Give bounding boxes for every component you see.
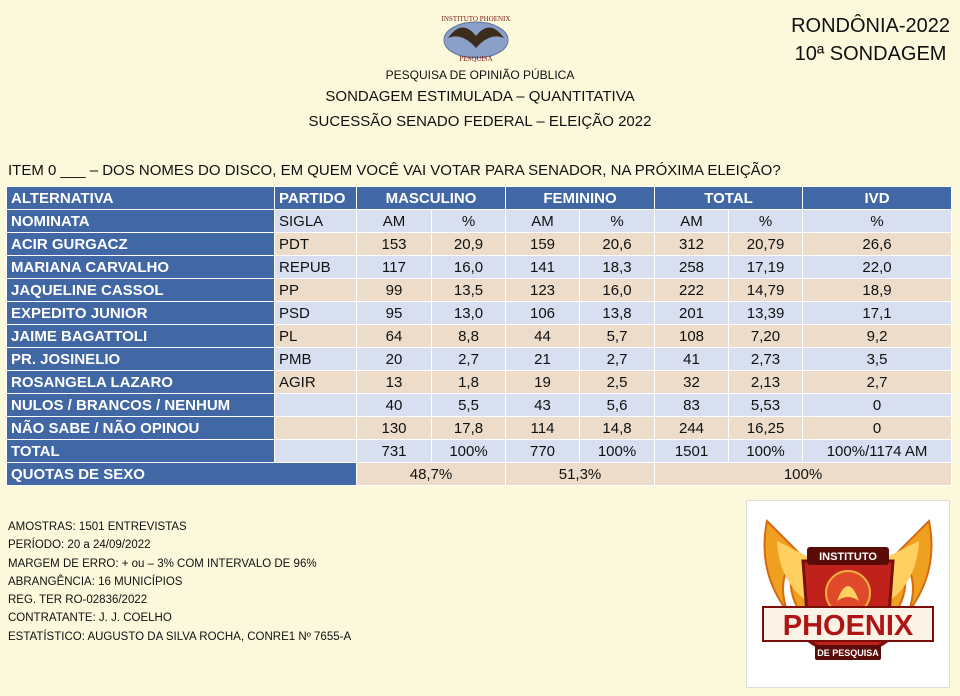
row-party: PDT [275,233,357,256]
row-ivd: 0 [803,417,952,440]
header-line-0: PESQUISA DE OPINIÃO PÚBLICA [385,68,575,82]
svg-text:PHOENIX: PHOENIX [782,610,914,642]
total-m-pct: 100% [432,440,506,463]
row-m-am: 40 [357,394,432,417]
row-ivd: 26,6 [803,233,952,256]
svg-text:DE PESQUISA: DE PESQUISA [817,648,879,658]
row-ivd: 18,9 [803,279,952,302]
row-t-am: 312 [655,233,729,256]
row-m-pct: 16,0 [432,256,506,279]
table-row [7,279,952,302]
row-f-am: 114 [506,417,580,440]
table-subheader-row [7,210,952,233]
row-t-pct: 5,53 [729,394,803,417]
row-t-am: 222 [655,279,729,302]
row-party [275,417,357,440]
col-header-partido: PARTIDO [275,187,357,210]
row-t-am: 201 [655,302,729,325]
subheader-sigla: SIGLA [275,210,357,233]
note-registro: REG. TER RO-02836/2022 [8,594,148,607]
phoenix-logo [746,500,950,688]
row-t-pct: 2,13 [729,371,803,394]
table-row [7,233,952,256]
row-m-pct: 13,5 [432,279,506,302]
row-candidate-name: MARIANA CARVALHO [7,256,275,279]
row-f-am: 19 [506,371,580,394]
table-header-row [7,187,952,210]
col-header-total: TOTAL [655,187,803,210]
subheader-nominata: NOMINATA [7,210,275,233]
row-t-am: 83 [655,394,729,417]
row-f-am: 21 [506,348,580,371]
row-m-pct: 8,8 [432,325,506,348]
region-block [791,12,950,68]
row-t-am: 258 [655,256,729,279]
question-text: ITEM 0 ___ – DOS NOMES DO DISCO, EM QUEM VOCÊ VAI VOTAR PARA SENADOR, NA PRÓXIMA ELEIÇÃO? [8,162,781,179]
subheader-m-am: AM [357,210,432,233]
svg-text:INSTITUTO PHOENIX: INSTITUTO PHOENIX [441,15,511,23]
row-m-am: 64 [357,325,432,348]
row-candidate-name: JAIME BAGATTOLI [7,325,275,348]
row-ivd: 22,0 [803,256,952,279]
row-t-pct: 13,39 [729,302,803,325]
note-contratante: CONTRATANTE: J. J. COELHO [8,612,172,625]
row-party: PSD [275,302,357,325]
row-m-pct: 5,5 [432,394,506,417]
note-abrangencia: ABRANGÊNCIA: 16 MUNICÍPIOS [8,575,183,588]
total-f-pct: 100% [580,440,655,463]
row-party: PL [275,325,357,348]
row-m-am: 130 [357,417,432,440]
note-estatistico: ESTATÍSTICO: AUGUSTO DA SILVA ROCHA, CONRE1 Nº 7655-A [8,630,352,643]
total-m-am: 731 [357,440,432,463]
row-m-pct: 20,9 [432,233,506,256]
row-f-am: 159 [506,233,580,256]
table-row [7,394,952,417]
subheader-f-pct: % [580,210,655,233]
total-party [275,440,357,463]
total-f-am: 770 [506,440,580,463]
row-m-am: 99 [357,279,432,302]
row-f-pct: 18,3 [580,256,655,279]
row-candidate-name: NULOS / BRANCOS / NENHUM [7,394,275,417]
row-t-pct: 7,20 [729,325,803,348]
header-line-2: SUCESSÃO SENADO FEDERAL – ELEIÇÃO 2022 [308,113,652,130]
total-t-pct: 100% [729,440,803,463]
svg-text:PESQUISA: PESQUISA [459,55,493,62]
total-t-am: 1501 [655,440,729,463]
col-header-ivd: IVD [803,187,952,210]
table-row [7,256,952,279]
row-f-am: 44 [506,325,580,348]
row-ivd: 17,1 [803,302,952,325]
table-row [7,348,952,371]
row-m-pct: 13,0 [432,302,506,325]
row-f-pct: 14,8 [580,417,655,440]
row-party [275,394,357,417]
row-m-pct: 1,8 [432,371,506,394]
row-f-pct: 16,0 [580,279,655,302]
row-party: REPUB [275,256,357,279]
row-candidate-name: EXPEDITO JUNIOR [7,302,275,325]
row-t-am: 244 [655,417,729,440]
row-f-am: 141 [506,256,580,279]
row-t-pct: 14,79 [729,279,803,302]
row-ivd: 9,2 [803,325,952,348]
subheader-t-am: AM [655,210,729,233]
subheader-m-pct: % [432,210,506,233]
row-t-am: 41 [655,348,729,371]
row-f-pct: 20,6 [580,233,655,256]
row-t-pct: 16,25 [729,417,803,440]
row-f-pct: 2,5 [580,371,655,394]
total-label: TOTAL [7,440,275,463]
svg-text:INSTITUTO: INSTITUTO [819,551,877,563]
subheader-ivd-pct: % [803,210,952,233]
row-candidate-name: PR. JOSINELIO [7,348,275,371]
phoenix-emblem-icon [747,501,949,687]
row-party: PMB [275,348,357,371]
row-candidate-name: NÃO SABE / NÃO OPINOU [7,417,275,440]
sondagem-number: 10ª SONDAGEM [794,43,947,65]
results-table [6,186,952,486]
note-periodo: PERÍODO: 20 a 24/09/2022 [8,539,151,552]
row-candidate-name: JAQUELINE CASSOL [7,279,275,302]
row-f-am: 123 [506,279,580,302]
row-m-pct: 2,7 [432,348,506,371]
subheader-f-am: AM [506,210,580,233]
note-margem: MARGEM DE ERRO: + ou – 3% COM INTERVALO DE 96% [8,557,317,570]
col-header-feminino: FEMININO [506,187,655,210]
quotas-masc: 48,7% [357,463,506,486]
row-ivd: 2,7 [803,371,952,394]
region-title: RONDÔNIA-2022 [791,15,950,37]
row-m-am: 13 [357,371,432,394]
row-party: PP [275,279,357,302]
table-quotas-row [7,463,952,486]
row-m-am: 20 [357,348,432,371]
row-candidate-name: ACIR GURGACZ [7,233,275,256]
row-ivd: 3,5 [803,348,952,371]
row-t-pct: 20,79 [729,233,803,256]
table-total-row [7,440,952,463]
row-f-pct: 5,6 [580,394,655,417]
total-ivd: 100%/1174 AM [803,440,952,463]
row-f-am: 106 [506,302,580,325]
institute-logo-small [434,12,518,62]
note-amostras: AMOSTRAS: 1501 ENTREVISTAS [8,521,187,533]
subheader-t-pct: % [729,210,803,233]
row-f-pct: 13,8 [580,302,655,325]
methodology-notes [8,518,351,646]
col-header-alternativa: ALTERNATIVA [7,187,275,210]
table-row [7,325,952,348]
quotas-fem: 51,3% [506,463,655,486]
row-t-am: 32 [655,371,729,394]
table-row [7,371,952,394]
quotas-total: 100% [655,463,952,486]
row-ivd: 0 [803,394,952,417]
header-line-1: SONDAGEM ESTIMULADA – QUANTITATIVA [325,88,635,105]
table-body [7,233,952,440]
row-t-am: 108 [655,325,729,348]
row-candidate-name: ROSANGELA LAZARO [7,371,275,394]
row-f-pct: 2,7 [580,348,655,371]
row-m-am: 117 [357,256,432,279]
col-header-masculino: MASCULINO [357,187,506,210]
row-t-pct: 2,73 [729,348,803,371]
table-row [7,302,952,325]
table-row [7,417,952,440]
row-t-pct: 17,19 [729,256,803,279]
row-f-pct: 5,7 [580,325,655,348]
row-m-am: 153 [357,233,432,256]
row-party: AGIR [275,371,357,394]
row-m-pct: 17,8 [432,417,506,440]
quotas-label: QUOTAS DE SEXO [7,463,357,486]
row-f-am: 43 [506,394,580,417]
row-m-am: 95 [357,302,432,325]
